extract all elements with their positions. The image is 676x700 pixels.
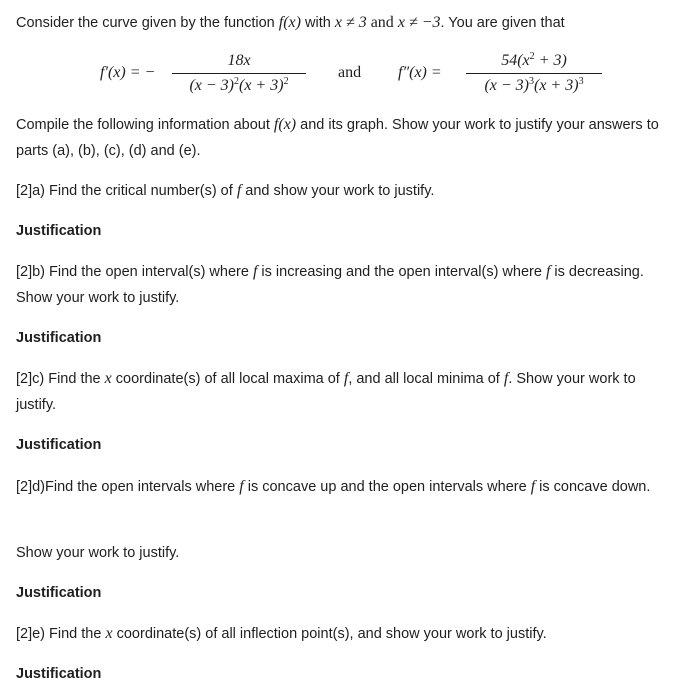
fprime-fraction bbox=[172, 50, 306, 97]
equations-connector: and bbox=[338, 64, 362, 81]
fprime-lhs: f′(x) = − bbox=[100, 64, 156, 81]
fdouble-denominator: $(x - 3)^3(x + 3)^3$ bbox=[484, 76, 584, 94]
fx-symbol: f(x) bbox=[278, 14, 301, 31]
justification-label-d: Justification bbox=[16, 585, 102, 601]
compile-instructions: Compile the following information about f(x) and its graph. Show your work to justify your answers to parts (a), (b), (c), (d) and (e). bbox=[16, 116, 659, 159]
question-part-c: [2]c) Find the x coordinate(s) of all local maxima of f, and all local minima of f. Show your work to justify. bbox=[16, 370, 636, 413]
intro-text: Consider the curve given by the function f(x) with x ≠ 3 and x ≠ −3. You are given that bbox=[16, 14, 565, 31]
question-part-d: [2]d)Find the open intervals where f is concave up and the open intervals where f is concave down. bbox=[16, 478, 651, 495]
justification-label-a: Justification bbox=[16, 223, 102, 239]
condition-x-ne-neg3: x ≠ −3 bbox=[397, 14, 441, 31]
question-part-e: [2]e) Find the x coordinate(s) of all inflection point(s), and show your work to justify. bbox=[16, 625, 547, 642]
fdouble-numerator: $54(x^2 + 3)$ bbox=[501, 51, 567, 69]
fdouble-fraction bbox=[466, 50, 602, 97]
show-work-text: Show your work to justify. bbox=[16, 545, 180, 561]
justification-label-c: Justification bbox=[16, 437, 102, 453]
derivative-equations bbox=[0, 50, 676, 102]
justification-label-e: Justification bbox=[16, 666, 102, 682]
question-part-b: [2]b) Find the open interval(s) where f is increasing and the open interval(s) where f is decreasing. Show your work to justify. bbox=[16, 263, 644, 306]
fprime-numerator: 18x bbox=[227, 52, 251, 69]
condition-x-ne-3: x ≠ 3 bbox=[334, 14, 367, 31]
question-part-a: [2]a) Find the critical number(s) of f and show your work to justify. bbox=[16, 182, 435, 199]
fprime-denominator: $(x - 3)^2(x + 3)^2$ bbox=[189, 76, 289, 94]
fdouble-lhs: f″(x) = bbox=[398, 64, 442, 81]
justification-label-b: Justification bbox=[16, 330, 102, 346]
